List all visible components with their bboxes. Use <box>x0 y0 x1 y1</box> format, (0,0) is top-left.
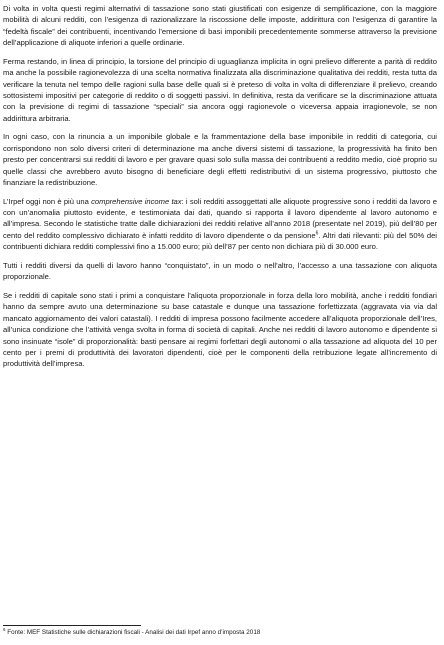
paragraph-3: In ogni caso, con la rinuncia a un imponibile globale e la frammentazione della base imponibile in redditi di categoria, cui corrispondono non solo diversi criteri di determinazione ma anche diversi sistemi di tassazione, la progressività ha finito ben presto per concentrarsi sui redditi di lavoro e per gravare quasi solo sulla massa dei contribuenti a reddito medio, cioè proprio su quelle classi che avrebbero avuto bisogno di beneficiare degli effetti redistributivi di un sistema progressivo, piuttosto che finanziare la redistribuzione. <box>3 132 437 188</box>
paragraph-4-tail: . Altri dati rilevanti: più del 50% dei contribuenti dichiara redditi complessivi fino a 15.000 euro; più dell’87 per cento non dichiara più di 30.000 euro. <box>3 230 437 252</box>
footnote <box>3 628 437 637</box>
paragraph-4-emphasis: comprehensive income tax <box>91 196 182 206</box>
footnote-number: 6 <box>3 626 6 632</box>
paragraph-4 <box>3 196 437 253</box>
paragraph-5: Tutti i redditi diversi da quelli di lavoro hanno “conquistato”, in un modo o nell’altro, l’accesso a una tassazione con aliquota proporzionale. <box>3 260 437 282</box>
paragraph-6: Se i redditi di capitale sono stati i primi a conquistare l’aliquota proporzionale in forza della loro mobilità, anche i redditi fondiari hanno da sempre avuto una determinazione su base catastale e dunque una tassazione forfettizzata (aggravata via via dal mancato aggiornamento dei valori catastali). I redditi di impresa possono facilmente accedere all’aliquota proporzionale dell’Ires, all’unica condizione che l’attività venga svolta in forma di società di capitali. Anche nei redditi di lavoro autonomo e dipendente si sono insinuate “isole” di proporzionalità: basti pensare ai regimi forfettari degli autonomi o alla tassazione ad aliquota del 10 per cento per i premi di produttività dei lavoratori dipendenti, cioè per le componenti della retribuzione legate all’incremento di produttività dell’impresa. <box>3 290 437 369</box>
paragraph-4-body: : i soli redditi assoggettati alle aliquote progressive sono i redditi da lavoro e con un’anomalia piuttosto evidente, e testimoniata dai dati, quando si rapporta il lavoro dipendente al lavoro autonomo e all’impresa. Secondo le statistiche tratte dalle dichiarazioni dei redditi relative all’anno 2018 (presentate nel 2019), più dell’80 per cento del reddito complessivo dichiarato è infatti reddito di lavoro dipendente o da pensione <box>3 196 437 240</box>
paragraph-2: Ferma restando, in linea di principio, la torsione del principio di uguaglianza implicita in ogni prelievo differente a parità di reddito ma anche la possibile ragionevolezza di una scelta normativa finalizzata alla discriminazione qualitativa dei redditi, resta tutta da verificare la tenuta nel tempo delle ragioni sulla base delle quali si è preteso di volta in volta di differenziare il prelievo, creando sottosistemi impositivi per categorie di reddito o di soggetti passivi. In definitiva, resta da verificare se la discriminazione attuata con la previsione di regimi di tassazione “speciali” sia ancora oggi ragionevole o viceversa appaia irragionevole, se non addirittura arbitraria. <box>3 56 437 123</box>
paragraph-4-intro: L’Irpef oggi non è più una <box>3 196 92 206</box>
footnote-reference[interactable]: 6 <box>315 230 319 237</box>
footnote-text: Fonte: MEF Statistiche sulle dichiarazioni fiscali - Analisi dei dati Irpef anno d’imposta 2018 <box>5 629 261 636</box>
footnote-separator <box>3 625 141 626</box>
paragraph-1: Di volta in volta questi regimi alternativi di tassazione sono stati giustificati con esigenze di semplificazione, con la maggiore mobilità di alcuni redditi, con l’esigenza di razionalizzare la riscossione delle imposte, addirittura con l’esigenza di garantire la “fedeltà fiscale” dei contribuenti, incentivando l’emersione di basi imponibili precedentemente sommerse attraverso la previsione dell’applicazione di aliquote inferiori a quelle ordinarie. <box>3 4 437 48</box>
